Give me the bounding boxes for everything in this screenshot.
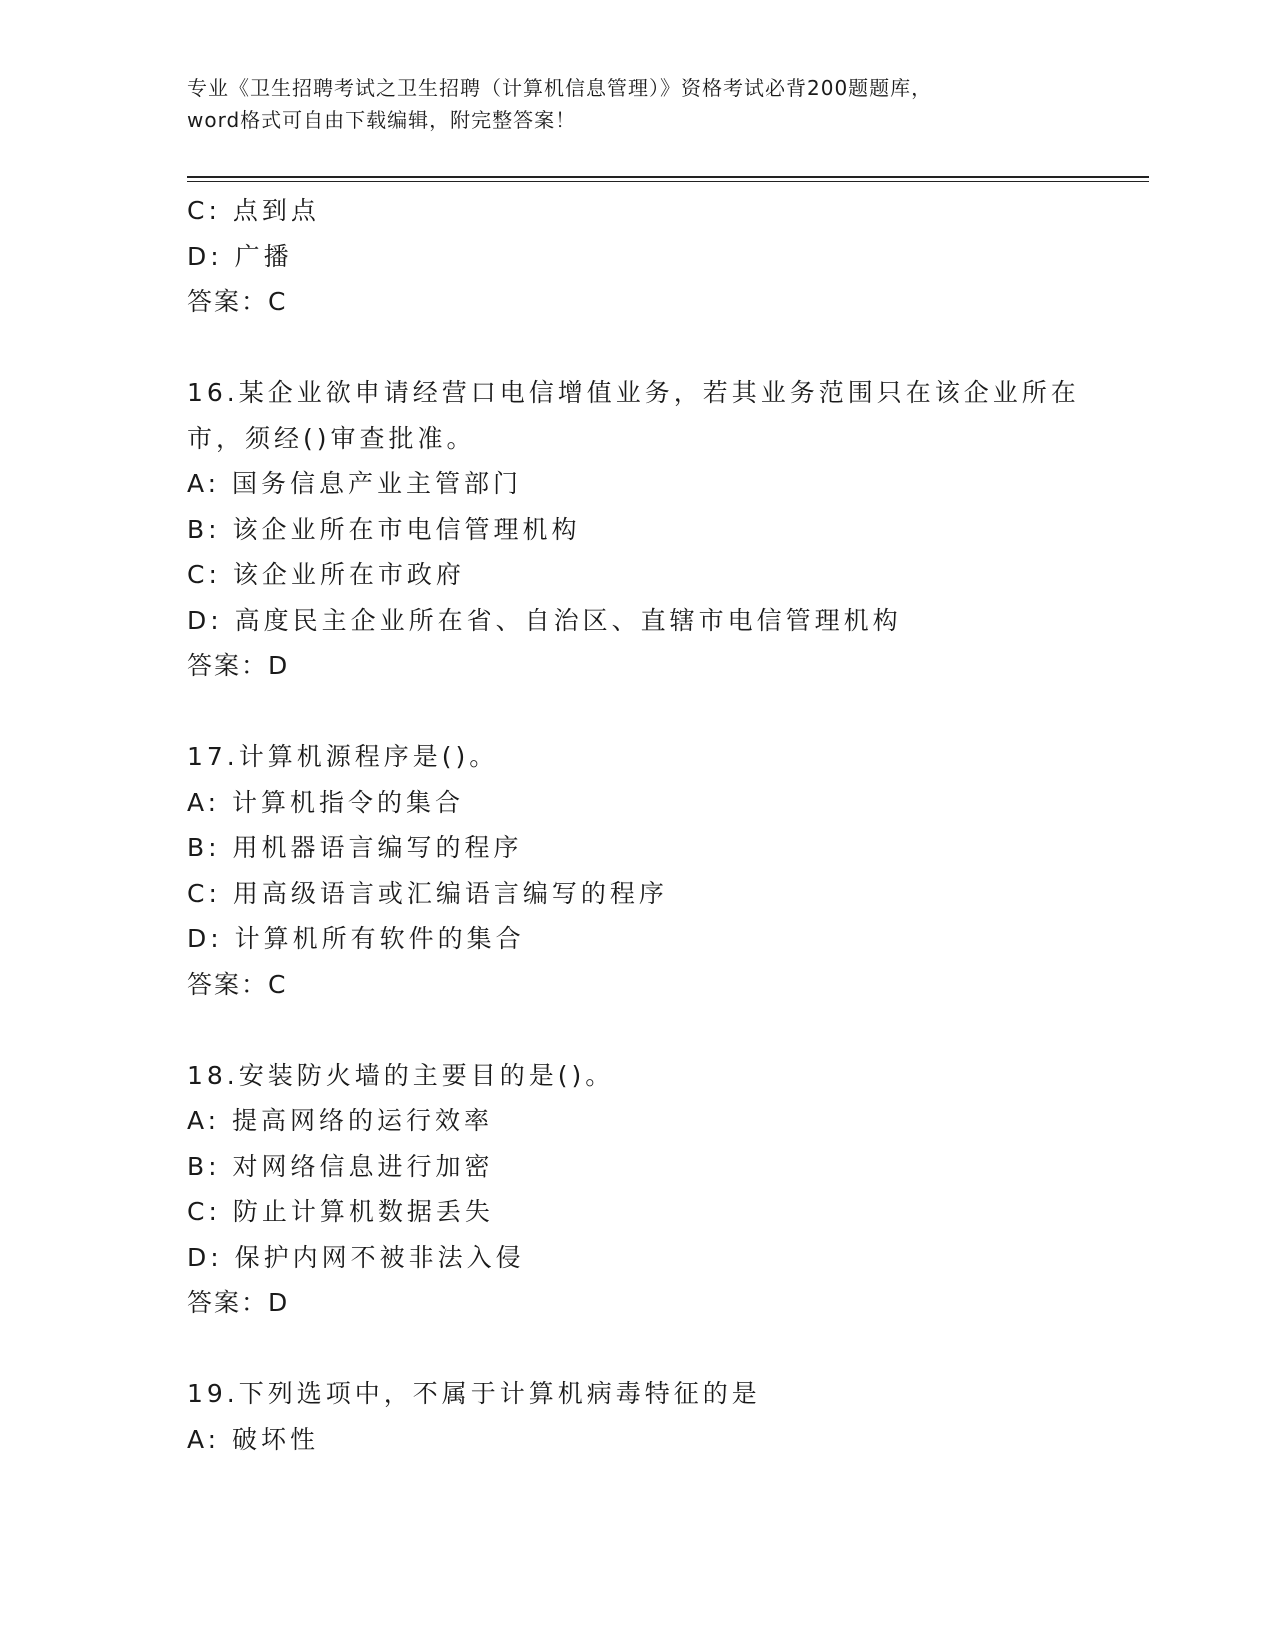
option-d: D: 广播 [187,241,293,271]
question-18 [187,1053,1147,1326]
option-a: A: 提高网络的运行效率 [187,1106,494,1135]
answer: 答案：C [187,287,288,316]
option-c: C: 点到点 [187,196,320,225]
question-stem: 16.某企业欲申请经营口电信增值业务，若其业务范围只在该企业所在 [187,378,1080,407]
spacer [187,325,1147,371]
question-stem: 19.下列选项中，不属于计算机病毒特征的是 [187,1379,761,1408]
spacer [187,1326,1147,1372]
spacer [187,689,1147,735]
question-stem: 18.安装防火墙的主要目的是()。 [187,1060,615,1090]
option-c: C: 该企业所在市政府 [187,560,465,589]
question-16 [187,370,1147,689]
option-d: D: 保护内网不被非法入侵 [187,1242,525,1272]
option-b: B: 该企业所在市电信管理机构 [187,514,581,544]
answer: 答案：C [187,969,288,999]
spacer [187,1007,1147,1053]
question-stem-cont: 市，须经()审查批准。 [187,423,476,453]
option-b: B: 对网络信息进行加密 [187,1151,494,1181]
option-a: A: 国务信息产业主管部门 [187,469,523,498]
option-a: A: 破坏性 [187,1424,320,1454]
document-header [187,72,1087,136]
question-stem: 17.计算机源程序是()。 [187,742,499,771]
header-title-line2: word格式可自由下载编辑，附完整答案！ [187,108,577,132]
header-title-line1: 专业《卫生招聘考试之卫生招聘（计算机信息管理）》资格考试必背200题题库， [187,76,933,100]
question-list [187,188,1147,1462]
question-15-tail [187,188,1147,325]
option-a: A: 计算机指令的集合 [187,787,465,817]
option-d: D: 计算机所有软件的集合 [187,924,525,953]
header-divider-thick [187,176,1149,178]
question-17 [187,734,1147,1007]
option-c: C: 用高级语言或汇编语言编写的程序 [187,878,668,908]
option-d: D: 高度民主企业所在省、自治区、直辖市电信管理机构 [187,605,902,635]
answer: 答案：D [187,1288,290,1317]
header-divider-thin [187,181,1149,182]
answer: 答案：D [187,651,290,680]
question-19 [187,1371,1147,1462]
option-b: B: 用机器语言编写的程序 [187,833,523,862]
option-c: C: 防止计算机数据丢失 [187,1197,494,1226]
